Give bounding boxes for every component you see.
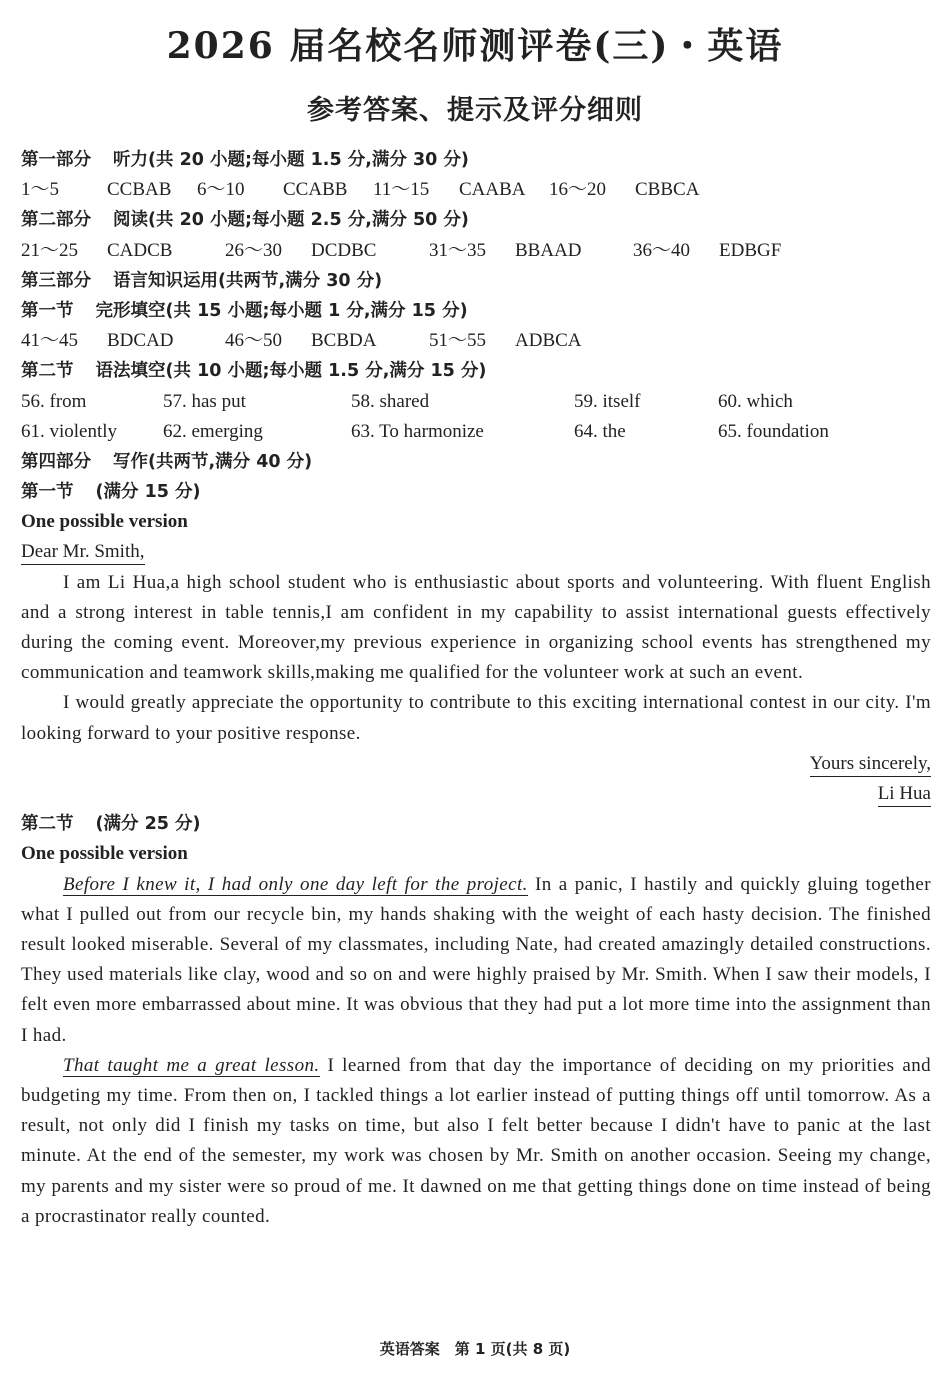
part4-section1-heading — [21, 477, 931, 507]
part3-section2-heading — [21, 356, 931, 386]
given-opening-sentence: That taught me a great lesson. — [63, 1054, 320, 1076]
part3-title: 语言知识运用(共两节,满分 30 分) — [113, 270, 383, 291]
answer-range: 21～25 — [21, 239, 79, 261]
grammar-answers-row2 — [21, 417, 931, 447]
grammar-answers-row1 — [21, 387, 931, 417]
part1-heading — [21, 145, 931, 175]
answer-codes: DCDBC — [311, 239, 377, 261]
answer-codes: CCBAB — [107, 179, 172, 201]
part1-label: 第一部分 — [21, 150, 91, 170]
answer-range: 41～45 — [21, 330, 79, 352]
page-footer: 英语答案 第 1 页(共 8 页) — [379, 1340, 571, 1358]
grammar-answer: 62. emerging — [163, 420, 263, 442]
version-label: One possible version — [21, 843, 188, 865]
part4-title: 写作(共两节,满分 40 分) — [113, 451, 313, 472]
answer-codes: CAABA — [459, 179, 526, 201]
part3-section1-heading — [21, 296, 931, 326]
page-subtitle: 参考答案、提示及评分细则 — [307, 95, 643, 126]
grammar-answer: 56. from — [21, 390, 87, 412]
answer-range: 26～30 — [225, 239, 283, 261]
section-title: (满分 25 分) — [95, 814, 201, 835]
given-opening-sentence: Before I knew it, I had only one day left for the project. — [63, 873, 528, 895]
answer-codes: BBAAD — [515, 239, 582, 261]
part3-heading — [21, 266, 931, 296]
section-label: 第一节 — [21, 482, 74, 503]
answer-codes: EDBGF — [719, 239, 782, 261]
section-label: 第二节 — [21, 814, 74, 835]
story-paragraph — [21, 1051, 931, 1232]
answer-range: 51～55 — [429, 330, 487, 352]
letter-paragraph: I am Li Hua,a high school student who is enthusiastic about sports and volunteering. With fluent English and a strong interest in table tennis,I am confident in my capability to assist international guests effectively during the coming event. Moreover,my previous experience in organizing school events has strengthened my communication and teamwork skills,making me qualified for the volunteer work at such an event. — [21, 571, 931, 684]
part4-heading — [21, 447, 931, 477]
section-label: 第一节 — [21, 300, 74, 321]
part4-label: 第四部分 — [21, 451, 91, 472]
version-label: One possible version — [21, 511, 188, 533]
letter-paragraph: I would greatly appreciate the opportunity to contribute to this exciting international contest in our city. I'm looking forward to your positive response. — [21, 692, 931, 744]
part1-answers — [21, 175, 931, 205]
part3-section1-answers — [21, 326, 931, 356]
letter-closing: Yours sincerely, — [810, 752, 931, 777]
part3-label: 第三部分 — [21, 270, 91, 291]
answer-codes: BCBDA — [311, 330, 377, 352]
story-text: I learned from that day the importance of deciding on my priorities and budgeting my time. From then on, I tackled things a lot earlier instead of putting things off until tomorrow. As a result, not only did I finish my tasks on time, but also I felt better because I didn't have to panic at the last minute. At the end of the semester, my work was chosen by Mr. Smith on another occasion. Seeing my change, my parents and my sister were so proud of me. It dawned on me that getting things done on time instead of being a procrastinator really counted. — [21, 1054, 931, 1227]
grammar-answer: 65. foundation — [718, 420, 829, 442]
answer-codes: ADBCA — [515, 330, 582, 352]
letter-greeting: Dear Mr. Smith, — [21, 540, 145, 565]
story-paragraph — [21, 870, 931, 1051]
answer-range: 6～10 — [197, 179, 245, 201]
answer-range: 36～40 — [633, 239, 691, 261]
answer-codes: BDCAD — [107, 330, 174, 352]
grammar-answer: 59. itself — [574, 390, 641, 412]
grammar-answer: 64. the — [574, 420, 626, 442]
answer-content — [21, 145, 931, 1232]
section-title: 语法填空(共 10 小题;每小题 1.5 分,满分 15 分) — [95, 361, 487, 382]
grammar-answer: 61. violently — [21, 420, 118, 442]
letter-signature: Li Hua — [878, 782, 931, 807]
answer-range: 46～50 — [225, 330, 283, 352]
part2-answers — [21, 236, 931, 266]
part2-heading — [21, 205, 931, 235]
part4-section2-heading — [21, 809, 931, 839]
part2-label: 第二部分 — [21, 210, 91, 231]
section-title: (满分 15 分) — [95, 482, 201, 503]
grammar-answer: 57. has put — [163, 390, 246, 412]
part1-title: 听力(共 20 小题;每小题 1.5 分,满分 30 分) — [113, 150, 469, 170]
answer-range: 11～15 — [373, 179, 430, 201]
answer-codes: CCABB — [283, 179, 348, 201]
answer-codes: CBBCA — [635, 179, 700, 201]
answer-range: 31～35 — [429, 239, 487, 261]
story-text: In a panic, I hastily and quickly gluing together what I pulled out from our recycle bin, my hands shaking with the weight of each hasty decision. The finished result looked miserable. Several of my classmates, including Nate, had created amazingly detailed constructions. They used materials like clay, wood and so on and were highly praised by Mr. Smith. When I saw their models, I felt even more embarrassed about mine. It was obvious that they had put a lot more time into the assignment than I had. — [21, 873, 931, 1046]
page-title: 2026 届名校名师测评卷(三)・英语 — [166, 25, 784, 67]
grammar-answer: 63. To harmonize — [351, 420, 484, 442]
answer-range: 1～5 — [21, 179, 60, 201]
grammar-answer: 58. shared — [351, 390, 430, 412]
answer-codes: CADCB — [107, 239, 173, 261]
grammar-answer: 60. which — [718, 390, 793, 412]
part2-title: 阅读(共 20 小题;每小题 2.5 分,满分 50 分) — [113, 210, 469, 231]
answer-range: 16～20 — [549, 179, 607, 201]
section-label: 第二节 — [21, 361, 74, 382]
section-title: 完形填空(共 15 小题;每小题 1 分,满分 15 分) — [95, 300, 468, 321]
